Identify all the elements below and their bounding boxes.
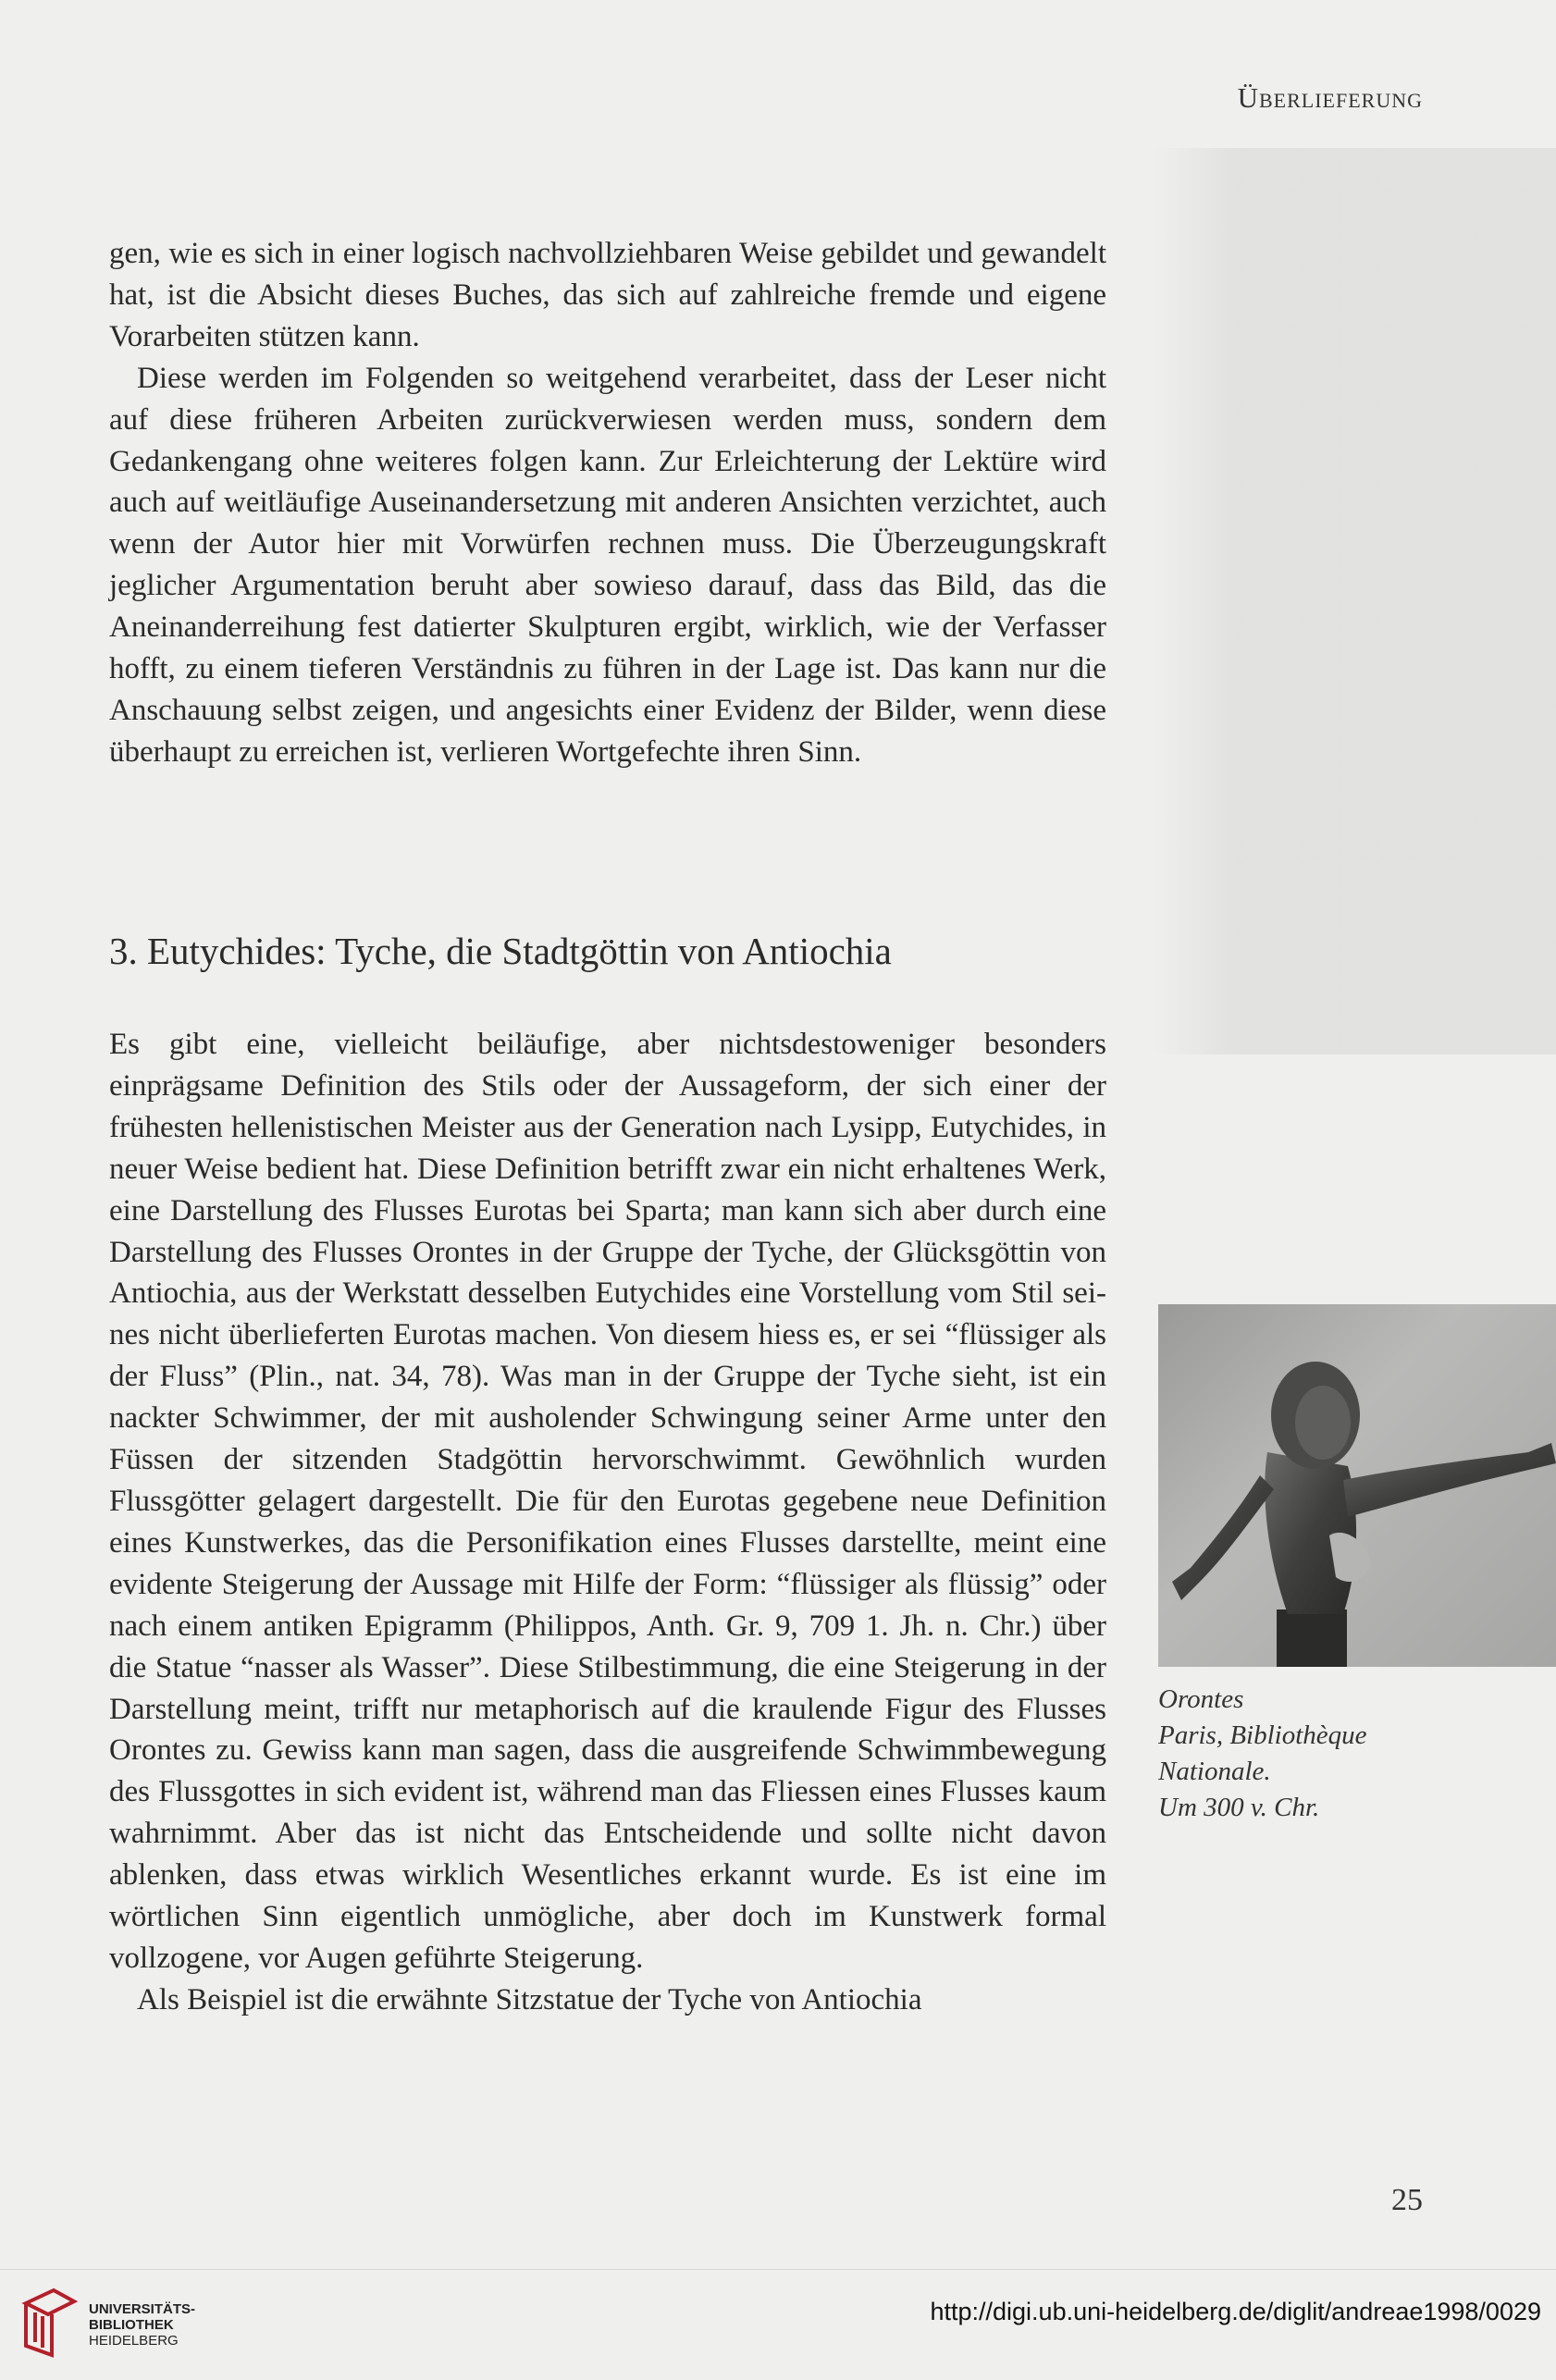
library-logo-icon bbox=[17, 2285, 80, 2363]
source-url-link[interactable]: http://digi.ub.uni-heidelberg.de/diglit/andreae1998/0029 bbox=[930, 2298, 1541, 2325]
page-shadow bbox=[1155, 148, 1556, 1054]
paragraph: Diese werden im Folgenden so weitgehend verarbeitet, dass der Leser nicht auf diese früheren Arbeiten zurückverwiesen werden muss, sondern dem Gedankengang ohne weiteres folgen kann. Zur Erleichterung der Lektüre wird auch auf weitläufige Auseinandersetzung mit anderen Ansichten verzichtet, auch wenn der Autor hier mit Vorwürfen rechnen muss. Die Überzeugungskraft jeglicher Argumentation beruht aber sowieso darauf, dass das Bild, das die Aneinanderreihung fest datierter Skulpturen ergibt, wirklich, wie der Verfasser hofft, zu einem tieferen Verständnis zu führen in der Lage ist. Das kann nur die Anschauung selbst zeigen, und angesichts einer Evidenz der Bilder, wenn diese überhaupt zu erreichen ist, verlieren Wortgefechte ihren Sinn. bbox=[109, 361, 1106, 769]
library-name-line: UNIVERSITÄTS- bbox=[89, 2301, 196, 2317]
running-header: Überlieferung bbox=[1237, 81, 1423, 114]
page-number: 25 bbox=[1391, 2183, 1423, 2217]
paragraph: Es gibt eine, vielleicht beiläufige, aber nichtsdestoweniger besonders einprägsame Definition des Stils oder der Aussageform, der sich einer der frühesten hellenistischen Meister aus der Generation nach Lysipp, Eutychides, in neuer Weise bedient hat. Diese Definition betrifft zwar ein nicht erhaltenes Werk, eine Darstellung des Flusses Eurotas bei Sparta; man kann sich aber durch eine Darstellung des Flusses Orontes in der Gruppe der Tyche, der Glücksgöttin von Antiochia, aus der Werkstatt desselben Eutychides eine Vorstellung vom Stil seines nicht überlieferten Eurotas machen. Von diesem hiess es, er sei “flüssiger als der Fluss” (Plin., nat. 34, 78). Was man in der Gruppe der Tyche sieht, ist ein nackter Schwimmer, der mit ausholender Schwingung seiner Arme unter den Füssen der sitzenden Stadgöttin hervorschwimmt. Gewöhnlich wurden Flussgötter gelagert dargestellt. Die für den Eurotas gegebene neue Definition eines Kunstwerkes, das die Personifikation eines Flusses darstellte, meint eine evidente Steigerung der Aussage mit Hilfe der Form: “flüssiger als flüssig” oder nach einem antiken Epigramm (Philippos, Anth. Gr. 9, 709 1. Jh. n. Chr.) über die Statue “nasser als Wasser”. Diese Stilbestimmung, die eine Steigerung in der Darstellung meint, trifft nur metaphorisch auf die kraulende Figur des Flusses Orontes zu. Gewiss kann man sagen, dass die ausgreifende Schwimmbewegung des Flussgottes in sich evident ist, während man das Fliessen eines Flusses kaum wahrnimmt. Aber das ist nicht das Entscheidende und sollte nicht davon ablenken, dass etwas wirklich Wesentliches erkannt wurde. Es ist eine im wörtlichen Sinn eigentlich unmögliche, aber doch im Kunstwerk formal vollzogene, vor Augen geführte Steigerung. bbox=[109, 1028, 1106, 1975]
footer-bar bbox=[0, 2269, 1556, 2380]
statue-illustration bbox=[1158, 1304, 1556, 1667]
caption-line: Um 300 v. Chr. bbox=[1158, 1793, 1320, 1822]
library-name-line: BIBLIOTHEK bbox=[89, 2317, 174, 2333]
library-name bbox=[89, 2301, 195, 2349]
intro-text bbox=[109, 233, 1106, 773]
paragraph: gen, wie es sich in einer logisch nachvollziehbaren Weise gebildet und gewandelt hat, ist die Absicht dieses Buches, das sich auf zahlreiche fremde und eigene Vorarbeiten stützen kann. bbox=[109, 237, 1106, 353]
section-heading: 3. Eutychides: Tyche, die Stadtgöttin von Antiochia bbox=[109, 930, 892, 972]
figure-caption bbox=[1158, 1682, 1367, 1826]
section-text bbox=[109, 1024, 1106, 2021]
caption-line: Nationale. bbox=[1158, 1757, 1271, 1786]
caption-line: Orontes bbox=[1158, 1684, 1244, 1714]
caption-line: Paris, Bibliothèque bbox=[1158, 1720, 1367, 1750]
library-name-line: HEIDELBERG bbox=[89, 2333, 179, 2349]
orontes-statue-photo bbox=[1158, 1304, 1556, 1667]
paragraph: Als Beispiel ist die erwähnte Sitzstatue der Tyche von Antiochia bbox=[137, 1982, 922, 2016]
